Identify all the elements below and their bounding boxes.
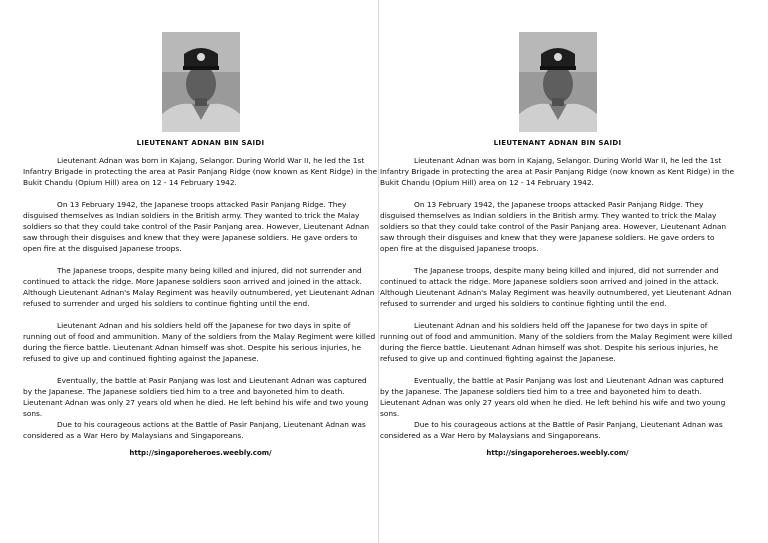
worksheet-right	[380, 32, 735, 457]
page-divider	[378, 0, 379, 543]
paragraph-3: The Japanese troops, despite many being killed and injured, did not surrender and continued to attack the ridge. More Japanese soldiers soon arrived and joined in the attack. Although Lieutenant Adnan's Malay Regiment was heavily outnumbered, yet Lieutenant Adnan refused to surrender and urged his soldiers to continue fighting until the end.	[380, 266, 732, 308]
source-link[interactable]: http://singaporeheroes.weebly.com/	[129, 449, 272, 457]
paragraph-5: Eventually, the battle at Pasir Panjang was lost and Lieutenant Adnan was captured by the Japanese. The Japanese soldiers tied him to a tree and bayoneted him to death. Lieutenant Adnan was only 27 years old when he died. He left behind his wife and two young sons.	[380, 376, 726, 418]
source-link[interactable]: http://singaporeheroes.weebly.com/	[486, 449, 629, 457]
portrait-photo	[162, 32, 240, 132]
article-title: LIEUTENANT ADNAN BIN SAIDI	[493, 139, 622, 147]
portrait-photo	[519, 32, 597, 132]
paragraph-1: Lieutenant Adnan was born in Kajang, Selangor. During World War II, he led the 1st Infantry Brigade in protecting the area at Pasir Panjang Ridge (now known as Kent Ridge) in the Bukit Chandu (Opium Hill) area on 12 - 14 February 1942.	[380, 156, 735, 187]
paragraph-1: Lieutenant Adnan was born in Kajang, Selangor. During World War II, he led the 1st Infantry Brigade in protecting the area at Pasir Panjang Ridge (now known as Kent Ridge) in the Bukit Chandu (Opium Hill) area on 12 - 14 February 1942.	[23, 156, 378, 187]
article-title: LIEUTENANT ADNAN BIN SAIDI	[136, 139, 265, 147]
paragraph-2: On 13 February 1942, the Japanese troops attacked Pasir Panjang Ridge. They disguised themselves as Indian soldiers in the British army. They wanted to trick the Malay soldiers so that they could take control of the Pasir Panjang area. However, Lieutenant Adnan saw through their disguises and knew that they were Japanese soldiers. He gave orders to open fire at the disguised Japanese troops.	[23, 200, 370, 253]
paragraph-4: Lieutenant Adnan and his soldiers held off the Japanese for two days in spite of running out of food and ammunition. Many of the soldiers from the Malay Regiment were killed during the fierce battle. Lieutenant Adnan himself was shot. Despite his serious injuries, he refused to give up and continued fighting against the Japanese.	[380, 321, 733, 363]
worksheet-left	[23, 32, 378, 457]
paragraph-6: Due to his courageous actions at the Battle of Pasir Panjang, Lieutenant Adnan was considered as a War Hero by Malaysians and Singaporeans.	[380, 420, 723, 440]
paragraph-5: Eventually, the battle at Pasir Panjang was lost and Lieutenant Adnan was captured by the Japanese. The Japanese soldiers tied him to a tree and bayoneted him to death. Lieutenant Adnan was only 27 years old when he died. He left behind his wife and two young sons.	[23, 376, 369, 418]
paragraph-6: Due to his courageous actions at the Battle of Pasir Panjang, Lieutenant Adnan was considered as a War Hero by Malaysians and Singaporeans.	[23, 420, 366, 440]
paragraph-3: The Japanese troops, despite many being killed and injured, did not surrender and continued to attack the ridge. More Japanese soldiers soon arrived and joined in the attack. Although Lieutenant Adnan's Malay Regiment was heavily outnumbered, yet Lieutenant Adnan refused to surrender and urged his soldiers to continue fighting until the end.	[23, 266, 375, 308]
paragraph-4: Lieutenant Adnan and his soldiers held off the Japanese for two days in spite of running out of food and ammunition. Many of the soldiers from the Malay Regiment were killed during the fierce battle. Lieutenant Adnan himself was shot. Despite his serious injuries, he refused to give up and continued fighting against the Japanese.	[23, 321, 376, 363]
paragraph-2: On 13 February 1942, the Japanese troops attacked Pasir Panjang Ridge. They disguised themselves as Indian soldiers in the British army. They wanted to trick the Malay soldiers so that they could take control of the Pasir Panjang area. However, Lieutenant Adnan saw through their disguises and knew that they were Japanese soldiers. He gave orders to open fire at the disguised Japanese troops.	[380, 200, 727, 253]
